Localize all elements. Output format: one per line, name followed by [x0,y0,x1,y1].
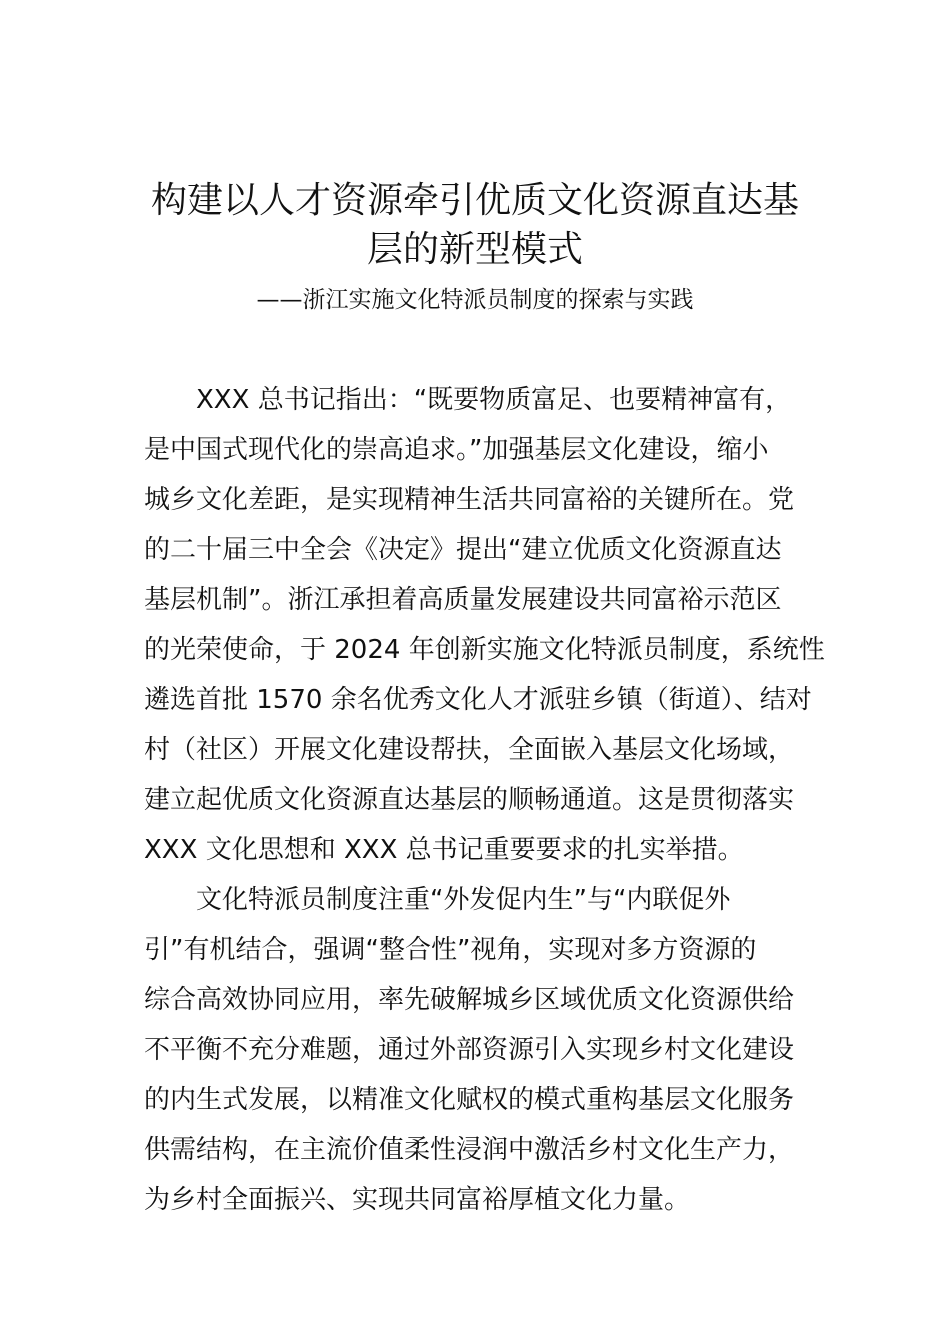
paragraph-2-line: 供需结构，在主流价值柔性浸润中激活乡村文化生产力， [144,1135,795,1165]
paragraph-1-line: 的光荣使命，于 2024 年创新实施文化特派员制度，系统性 [144,635,825,665]
paragraph-1-line: XXX 文化思想和 XXX 总书记重要要求的扎实举措。 [144,835,744,865]
document-body [144,375,825,1225]
paragraph-1 [144,375,825,875]
paragraph-1-line: 城乡文化差距，是实现精神生活共同富裕的关键所在。党 [144,485,795,515]
paragraph-2-line: 的内生式发展，以精准文化赋权的模式重构基层文化服务 [144,1085,795,1115]
paragraph-2-line: 不平衡不充分难题，通过外部资源引入实现乡村文化建设 [144,1035,795,1065]
paragraph-2-line: 引”有机结合，强调“整合性”视角，实现对多方资源的 [144,935,757,965]
document-title-line-1: 构建以人才资源牵引优质文化资源直达基 [150,180,799,221]
paragraph-2-line: 综合高效协同应用，率先破解城乡区域优质文化资源供给 [144,985,795,1015]
paragraph-1-line: 的二十届三中全会《决定》提出“建立优质文化资源直达 [144,535,782,565]
paragraph-2-line: 文化特派员制度注重“外发促内生”与“内联促外 [196,885,731,915]
paragraph-1-line: 村（社区）开展文化建设帮扶，全面嵌入基层文化场域， [144,735,795,765]
paragraph-1-line: 建立起优质文化资源直达基层的顺畅通道。这是贯彻落实 [144,785,795,815]
paragraph-1-line: XXX 总书记指出：“既要物质富足、也要精神富有， [196,385,792,415]
paragraph-1-line: 是中国式现代化的崇高追求。”加强基层文化建设，缩小 [144,435,769,465]
paragraph-1-line: 基层机制”。浙江承担着高质量发展建设共同富裕示范区 [144,585,782,615]
paragraph-2 [144,875,812,1225]
paragraph-1-line: 遴选首批 1570 余名优秀文化人才派驻乡镇（街道）、结对 [144,685,812,715]
document-title-line-2: 层的新型模式 [366,229,583,270]
document-subtitle: ——浙江实施文化特派员制度的探索与实践 [256,287,694,313]
paragraph-2-line: 为乡村全面振兴、实现共同富裕厚植文化力量。 [144,1185,691,1215]
